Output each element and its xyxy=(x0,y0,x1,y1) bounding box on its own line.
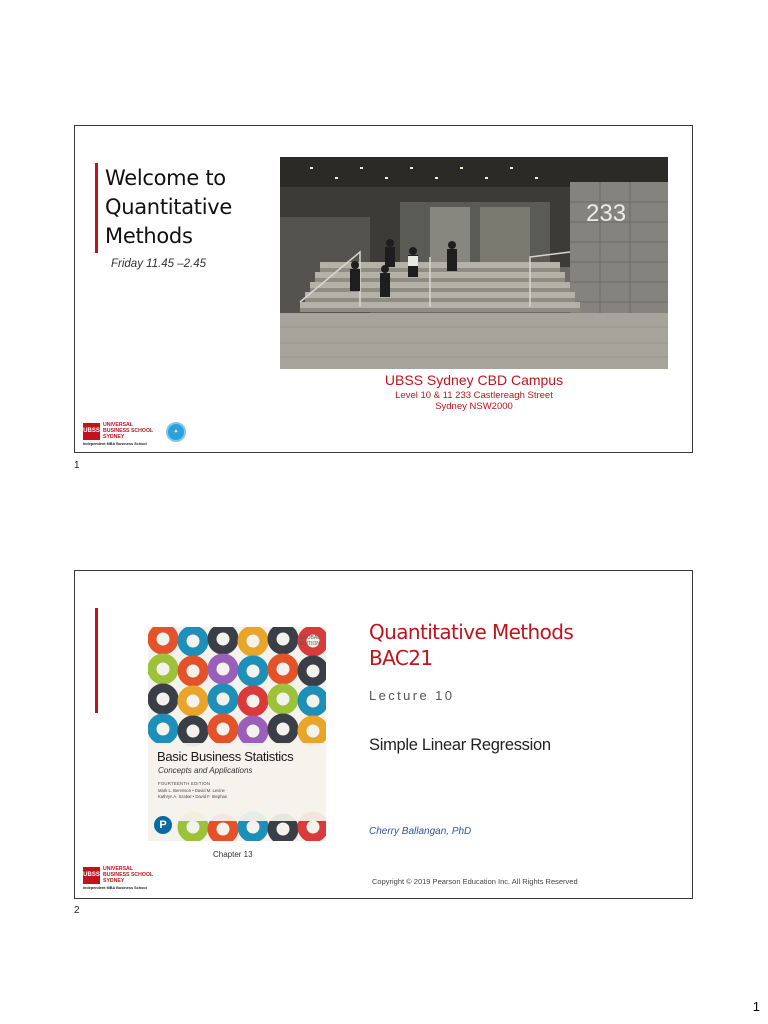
ubss-logo-mark: UBSS xyxy=(83,423,100,440)
logo-tagline: Independent MBA Business School xyxy=(83,886,147,890)
accent-bar xyxy=(95,608,98,713)
address-line-2: Sydney NSW2000 xyxy=(435,401,513,412)
address-line-1: Level 10 & 11 233 Castlereagh Street xyxy=(395,390,553,401)
slide-title: Welcome to Quantitative Methods xyxy=(105,166,233,248)
class-time: Friday 11.45 –2.45 xyxy=(111,258,207,270)
global-edition-label: GLOBAL EDITION xyxy=(299,635,320,647)
slide-title: Quantitative Methods BAC21 xyxy=(369,620,574,670)
slide-2: GLOBAL EDITION Basic Business Statistics Concepts and Applications FOURTEENTH EDITION Mark L. Berenson • David M. Levine Kathryn A. Szabat • David F. Stephan P Quantitative Methods BAC21 Lecture 10 Simple Linear Regression Cherry Ballangan, PhD Chapter 13 Copyright © 2019 Pearson Education Inc. All Rights Reserved UBSS UNIVERSAL BUSINESS SCHOOL SYDNEY Independent MBA Business School xyxy=(74,570,693,899)
lecture-topic: Simple Linear Regression xyxy=(369,736,551,754)
logo-tagline: Independent MBA Business School xyxy=(83,442,147,446)
accreditation-badge-icon: ✦ xyxy=(166,422,186,442)
pearson-logo-icon: P xyxy=(154,816,172,834)
slide-number: 2 xyxy=(74,905,80,916)
lecturer-name: Cherry Ballangan, PhD xyxy=(369,826,472,837)
building-number: 233 xyxy=(586,200,627,227)
ubss-logo-mark: UBSS xyxy=(83,867,100,884)
slide-1: Welcome to Quantitative Methods Friday 11.45 –2.45 233 UBSS Sydney CBD Campus Level 10 & 11 233 Castlereagh Street Sydney NSW2000 UBSS UNIVERSAL BUSINESS SCHOOL SYDNEY Independent MBA Business School ✦ xyxy=(74,125,693,453)
textbook-cover xyxy=(148,627,326,841)
campus-name: UBSS Sydney CBD Campus xyxy=(384,372,564,388)
copyright-notice: Copyright © 2019 Pearson Education Inc. All Rights Reserved xyxy=(372,877,578,886)
slide-number: 1 xyxy=(74,460,80,471)
page-number: 1 xyxy=(752,999,760,1014)
accent-bar xyxy=(95,163,98,253)
chapter-label: Chapter 13 xyxy=(213,850,253,859)
book-edition: FOURTEENTH EDITION xyxy=(158,781,211,786)
lecture-number: Lecture 10 xyxy=(369,688,455,703)
campus-photo xyxy=(280,157,668,369)
book-subtitle: Concepts and Applications xyxy=(158,766,253,775)
book-title: Basic Business Statistics xyxy=(157,749,294,764)
book-authors: Mark L. Berenson • David M. Levine Kathryn A. Szabat • David F. Stephan xyxy=(158,788,228,799)
